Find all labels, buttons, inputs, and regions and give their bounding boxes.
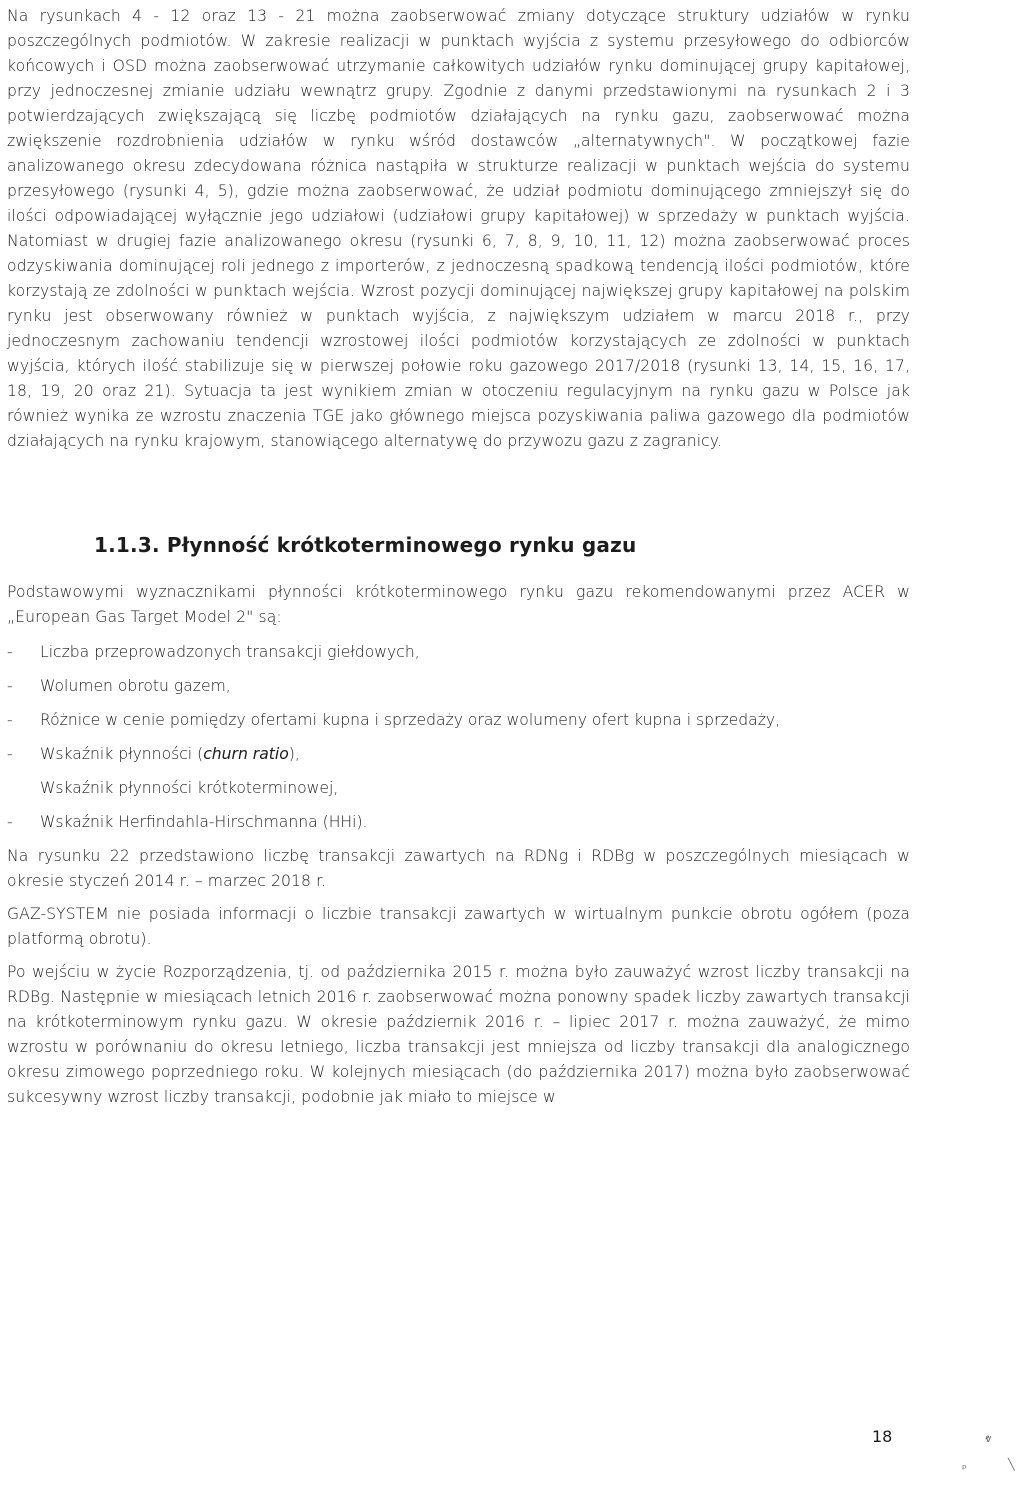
list-item-text-end: ), <box>288 745 300 763</box>
list-item-text: Wskaźnik płynności ( <box>40 745 204 763</box>
list-dash: - <box>7 677 13 695</box>
list-item <box>7 776 910 801</box>
list-item-text: Wskaźnik płynności krótkoterminowej, <box>40 779 339 797</box>
document-page <box>7 0 910 1110</box>
list-item-text: Liczba przeprowadzonych transakcji giełdowych, <box>40 643 420 661</box>
scan-artifact: ⱴ <box>985 1432 992 1445</box>
paragraph-figure-22: Na rysunku 22 przedstawiono liczbę transakcji zawartych na RDNg i RDBg w poszczególnych miesiącach w okresie styczeń 2014 r. – marzec 2018 r. <box>7 847 910 890</box>
list-item <box>7 742 910 767</box>
list-item <box>7 640 910 665</box>
page-number: 18 <box>872 1427 893 1446</box>
list-item <box>7 674 910 699</box>
paragraph-acer-indicators: Podstawowymi wyznacznikami płynności krótkoterminowego rynku gazu rekomendowanymi przez ACER w „European Gas Target Model 2" są: <box>7 583 910 626</box>
list-dash: - <box>7 745 13 763</box>
paragraph-regulation: Po wejściu w życie Rozporządzenia, tj. od października 2015 r. można było zauważyć wzrost liczby transakcji na RDBg. Następnie w miesiącach letnich 2016 r. zaobserwować można ponowny spadek liczby zawartych transakcji na krótkoterminowym rynku gazu. W okresie październik 2016 r. – lipiec 2017 r. można zauważyć, że mimo wzrostu w porównaniu do okresu letniego, liczba transakcji jest mniejsza od liczby transakcji dla analogicznego okresu zimowego poprzedniego roku. W kolejnych miesiącach (do października 2017) można było zaobserwować sukcesywny wzrost liczby transakcji, podobnie jak miało to miejsce w <box>7 963 910 1106</box>
paragraph-gaz-system: GAZ-SYSTEM nie posiada informacji o liczbie transakcji zawartych w wirtualnym punkcie obrotu ogółem (poza platformą obrotu). <box>7 905 910 948</box>
list-item-italic-text: churn ratio <box>203 745 289 763</box>
scan-artifact: ╲ <box>1008 1458 1015 1471</box>
indicator-list <box>7 640 910 835</box>
list-item <box>7 810 910 835</box>
list-dash: - <box>7 643 13 661</box>
paragraph-market-share: Na rysunkach 4 - 12 oraz 13 - 21 można zaobserwować zmiany dotyczące struktury udziałów w rynku poszczególnych podmiotów. W zakresie realizacji w punktach wyjścia z systemu przesyłowego do odbiorców końcowych i OSD można zaobserwować utrzymanie całkowitych udziałów rynku dominującej grupy kapitałowej, przy jednoczesnej zmianie udziału wewnątrz grupy. Zgodnie z danymi przedstawionymi na rysunkach 2 i 3 potwierdzających zwiększającą się liczbę podmiotów działających na rynku gazu, zaobserwować można zwiększenie rozdrobnienia udziałów w rynku wśród dostawców „alternatywnych". W początkowej fazie analizowanego okresu zdecydowana różnica nastąpiła w strukturze realizacji w punktach wejścia do systemu przesyłowego (rysunki 4, 5), gdzie można zaobserwować, że udział podmiotu dominującego zmniejszył się do ilości odpowiadającej wyłącznie jego udziałowi (udziałowi grupy kapitałowej) w sprzedaży w punktach wyjścia. Natomiast w drugiej fazie analizowanego okresu (rysunki 6, 7, 8, 9, 10, 11, 12) można zaobserwować proces odzyskiwania dominującej roli jednego z importerów, z jednoczesną spadkową tendencją ilości podmiotów, które korzystają ze zdolności w punktach wejścia. Wzrost pozycji dominującej największej grupy kapitałowej na polskim rynku jest obserwowany również w punktach wyjścia, z największym udziałem w marcu 2018 r., przy jednoczesnym zachowaniu tendencji wzrostowej ilości podmiotów korzystających ze zdolności w punktach wyjścia, których ilość stabilizuje się w pierwszej połowie roku gazowego 2017/2018 (rysunki 13, 14, 15, 16, 17, 18, 19, 20 oraz 21). Sytuacja ta jest wynikiem zmian w otoczeniu regulacyjnym na rynku gazu w Polsce jak również wynika ze wzrostu znaczenia TGE jako głównego miejsca pozyskiwania paliwa gazowego dla podmiotów działających na rynku krajowym, stanowiącego alternatywę do przywozu gazu z zagranicy. <box>7 7 910 450</box>
list-item <box>7 708 910 733</box>
list-item-text: Wskaźnik Herfindahla-Hirschmanna (HHi). <box>40 813 368 831</box>
list-dash: - <box>7 813 13 831</box>
scan-artifact: ᵖ <box>962 1462 967 1475</box>
section-heading: 1.1.3. Płynność krótkoterminowego rynku gazu <box>94 533 637 557</box>
list-item-text: Wolumen obrotu gazem, <box>40 677 231 695</box>
list-item-text: Różnice w cenie pomiędzy ofertami kupna i sprzedaży oraz wolumeny ofert kupna i sprzedaży, <box>40 711 781 729</box>
list-dash: - <box>7 711 13 729</box>
